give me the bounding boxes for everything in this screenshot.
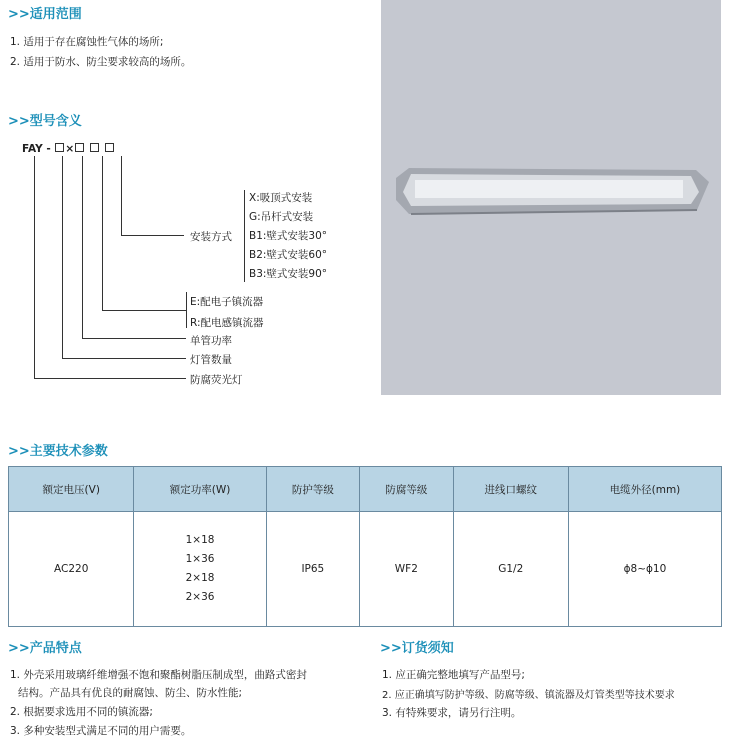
cell-voltage: AC220 xyxy=(9,512,134,627)
code-x: × xyxy=(65,143,75,155)
feature-item: 2. 根据要求选用不同的镇流器; xyxy=(10,706,153,718)
install-option: B3:壁式安装90° xyxy=(249,268,328,280)
product-photo xyxy=(381,0,721,395)
code-box xyxy=(55,143,64,152)
cell-cable: ϕ8~ϕ10 xyxy=(568,512,721,627)
order-item: 1. 应正确完整地填写产品型号; xyxy=(382,669,525,681)
section-title-order: >>订货须知 xyxy=(380,641,454,656)
feature-item: 结构。产品具有优良的耐腐蚀、防尘、防水性能; xyxy=(18,687,243,699)
table-header: 电缆外径(mm) xyxy=(568,467,721,512)
params-table xyxy=(8,466,722,627)
table-header: 防护等级 xyxy=(266,467,360,512)
power-value: 1×18 xyxy=(185,534,215,546)
single-power-label: 单管功率 xyxy=(190,335,232,347)
install-label: 安装方式 xyxy=(190,231,232,243)
power-value: 2×18 xyxy=(185,572,215,584)
ballast-option: R:配电感镇流器 xyxy=(190,317,264,329)
install-option: X:吸顶式安装 xyxy=(249,192,313,204)
power-value: 1×36 xyxy=(185,553,215,565)
cell-powers xyxy=(134,512,266,627)
cell-thread: G1/2 xyxy=(453,512,568,627)
install-option: B1:壁式安装30° xyxy=(249,230,328,242)
cell-protection: IP65 xyxy=(266,512,360,627)
table-header: 防腐等级 xyxy=(360,467,454,512)
install-option: G:吊杆式安装 xyxy=(249,211,314,223)
scope-item: 2. 适用于防水、防尘要求较高的场所。 xyxy=(10,56,192,68)
ballast-option: E:配电子镇流器 xyxy=(190,296,264,308)
table-header: 进线口螺纹 xyxy=(453,467,568,512)
install-option: B2:壁式安装60° xyxy=(249,249,328,261)
model-code-prefix: FAY - xyxy=(22,143,51,155)
cell-anticorrosion: WF2 xyxy=(360,512,454,627)
order-item: 3. 有特殊要求，请另行注明。 xyxy=(382,707,522,719)
table-header: 额定功率(W) xyxy=(134,467,266,512)
section-title-features: >>产品特点 xyxy=(8,641,82,656)
tube-count-label: 灯管数量 xyxy=(190,354,232,366)
table-header: 额定电压(V) xyxy=(9,467,134,512)
section-title-scope: >>适用范围 xyxy=(8,7,82,22)
feature-item: 1. 外壳采用玻璃纤维增强不饱和聚酯树脂压制成型，曲路式密封 xyxy=(10,669,307,681)
power-value: 2×36 xyxy=(185,591,215,603)
model-code xyxy=(22,143,115,155)
section-title-params: >>主要技术参数 xyxy=(8,444,108,459)
code-box xyxy=(90,143,99,152)
code-box xyxy=(105,143,114,152)
section-title-model: >>型号含义 xyxy=(8,114,82,129)
code-box xyxy=(75,143,84,152)
scope-item: 1. 适用于存在腐蚀性气体的场所; xyxy=(10,36,164,48)
product-name-label: 防腐荧光灯 xyxy=(190,374,243,386)
order-item: 2. 应正确填写防护等级、防腐等级、镇流器及灯管类型等技术要求 xyxy=(382,690,675,701)
feature-item: 3. 多种安装型式满足不同的用户需要。 xyxy=(10,725,192,737)
